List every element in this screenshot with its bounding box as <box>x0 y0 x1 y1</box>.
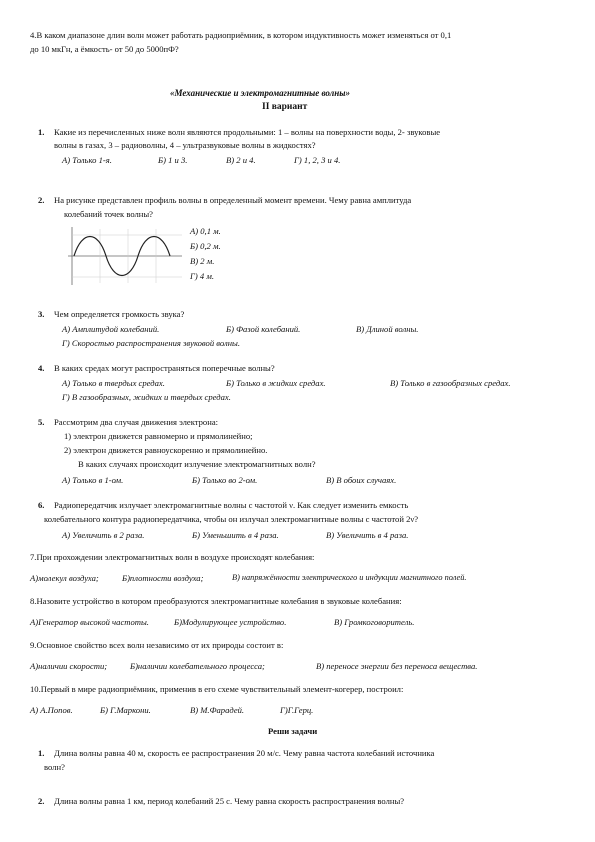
q10-option-a: А) А.Попов. <box>30 705 73 715</box>
q1-line-2: волны в газах, 3 – радиоволны, 4 – ультразвуковые волны в жидкостях? <box>54 140 316 150</box>
q10-option-d: Г)Г.Герц. <box>280 705 314 715</box>
q10-option-c: В) М.Фарадей. <box>190 705 245 715</box>
q8-option-b: Б)Модулирующее устройство. <box>174 617 287 627</box>
q2-line-2: колебаний точек волны? <box>64 209 153 219</box>
q7-option-c: В) напряжённости электрического и индукции магнитного полей. <box>232 573 467 582</box>
q5-option-b: Б) Только во 2-ом. <box>192 475 258 485</box>
q2-line-1: На рисунке представлен профиль волны в определенный момент времени. Чему равна амплитуда <box>54 195 412 205</box>
q10-text: 10.Первый в мире радиоприёмник, применив в его схеме чувствительный элемент-когерер, построил: <box>30 684 404 694</box>
q4-option-b: Б) Только в жидких средах. <box>226 378 326 388</box>
q4-number: 4. <box>38 363 45 373</box>
q5-number: 5. <box>38 417 45 427</box>
q6-option-a: А) Увеличить в 2 раза. <box>62 530 145 540</box>
q2-number: 2. <box>38 195 45 205</box>
q7-option-a: А)молекул воздуха; <box>30 573 99 583</box>
q3-option-c: В) Длиной волны. <box>356 324 419 334</box>
q1-number: 1. <box>38 127 45 137</box>
q9-option-a: А)наличии скорости; <box>30 661 108 671</box>
q6-option-c: В) Увеличить в 4 раза. <box>326 530 409 540</box>
q10-option-b: Б) Г.Маркони. <box>100 705 151 715</box>
q3-option-a: А) Амплитудой колебаний. <box>62 324 160 334</box>
task-1-line-2: волн? <box>44 762 65 772</box>
q1-option-a: А) Только 1-я. <box>62 155 112 165</box>
q5-option-c: В) В обоих случаях. <box>326 475 397 485</box>
q8-text: 8.Назовите устройство в котором преобразуются электромагнитные колебания в звуковые колебания: <box>30 596 402 606</box>
tasks-title: Реши задачи <box>268 726 318 736</box>
task-2-number: 2. <box>38 796 45 806</box>
q6-option-b: Б) Уменьшить в 4 раза. <box>192 530 279 540</box>
q4-option-a: А) Только в твердых средах. <box>62 378 165 388</box>
q2-option-b: Б) 0,2 м. <box>190 241 221 251</box>
q6-line-1: Радиопередатчик излучает электромагнитные волны с частотой ν. Как следует изменить емкость <box>54 500 409 510</box>
intro-line-1: 4.В каком диапазоне длин волн может работать радиоприёмник, в котором индуктивность может изменяться от 0,1 <box>30 30 452 40</box>
q5-option-a: А) Только в 1-ом. <box>62 475 124 485</box>
q7-text: 7.При прохождении электромагнитных волн в воздухе происходят колебания: <box>30 552 315 562</box>
q5-text: Рассмотрим два случая движения электрона: <box>54 417 219 427</box>
q5-case-2: 2) электрон движется равноускоренно и прямолинейно. <box>64 445 268 455</box>
q9-text: 9.Основное свойство всех волн независимо от их природы состоит в: <box>30 640 284 650</box>
q8-option-a: А)Генератор высокой частоты. <box>30 617 149 627</box>
q1-option-c: В) 2 и 4. <box>226 155 256 165</box>
q5-question: В каких случаях происходит излучение электромагнитных волн? <box>78 459 316 469</box>
intro-line-2: до 10 мкГн, а ёмкость- от 50 до 5000пФ? <box>30 44 179 54</box>
q9-option-b: Б)наличии колебательного процесса; <box>130 661 265 671</box>
page-title: «Механические и электромагнитные волны» <box>170 88 351 98</box>
q8-option-c: В) Громкоговоритель. <box>334 617 415 627</box>
q3-option-b: Б) Фазой колебаний. <box>226 324 301 334</box>
wave-profile-graph <box>64 225 184 287</box>
q2-option-a: А) 0,1 м. <box>190 226 221 236</box>
task-1-line-1: Длина волны равна 40 м, скорость ее распространения 20 м/с. Чему равна частота колебаний источника <box>54 748 435 758</box>
q6-number: 6. <box>38 500 45 510</box>
q4-option-d: Г) В газообразных, жидких и твердых средах. <box>62 392 231 402</box>
task-1-number: 1. <box>38 748 45 758</box>
variant-label: II вариант <box>262 102 308 112</box>
q3-option-d: Г) Скоростью распространения звуковой волны. <box>62 338 240 348</box>
q4-text: В каких средах могут распространяться поперечные волны? <box>54 363 275 373</box>
q1-option-b: Б) 1 и 3. <box>158 155 188 165</box>
q1-line-1: Какие из перечисленных ниже волн являются продольными: 1 – волны на поверхности воды, 2- звуковые <box>54 127 441 137</box>
q2-option-c: В) 2 м. <box>190 256 215 266</box>
q3-number: 3. <box>38 309 45 319</box>
task-2-text: Длина волны равна 1 км, период колебаний 25 с. Чему равна скорость распространения волны? <box>54 796 405 806</box>
q9-option-c: В) переносе энергии без переноса вещества. <box>316 661 478 671</box>
q3-text: Чем определяется громкость звука? <box>54 309 185 319</box>
q4-option-c: В) Только в газообразных средах. <box>390 378 511 388</box>
q2-option-d: Г) 4 м. <box>190 271 214 281</box>
q7-option-b: Б)плотности воздуха; <box>122 573 204 583</box>
q1-option-d: Г) 1, 2, 3 и 4. <box>294 155 341 165</box>
q5-case-1: 1) электрон движется равномерно и прямолинейно; <box>64 431 253 441</box>
q6-line-2: колебательного контура радиопередатчика, чтобы он излучал электромагнитные волны с частотой 2ν? <box>44 514 419 524</box>
